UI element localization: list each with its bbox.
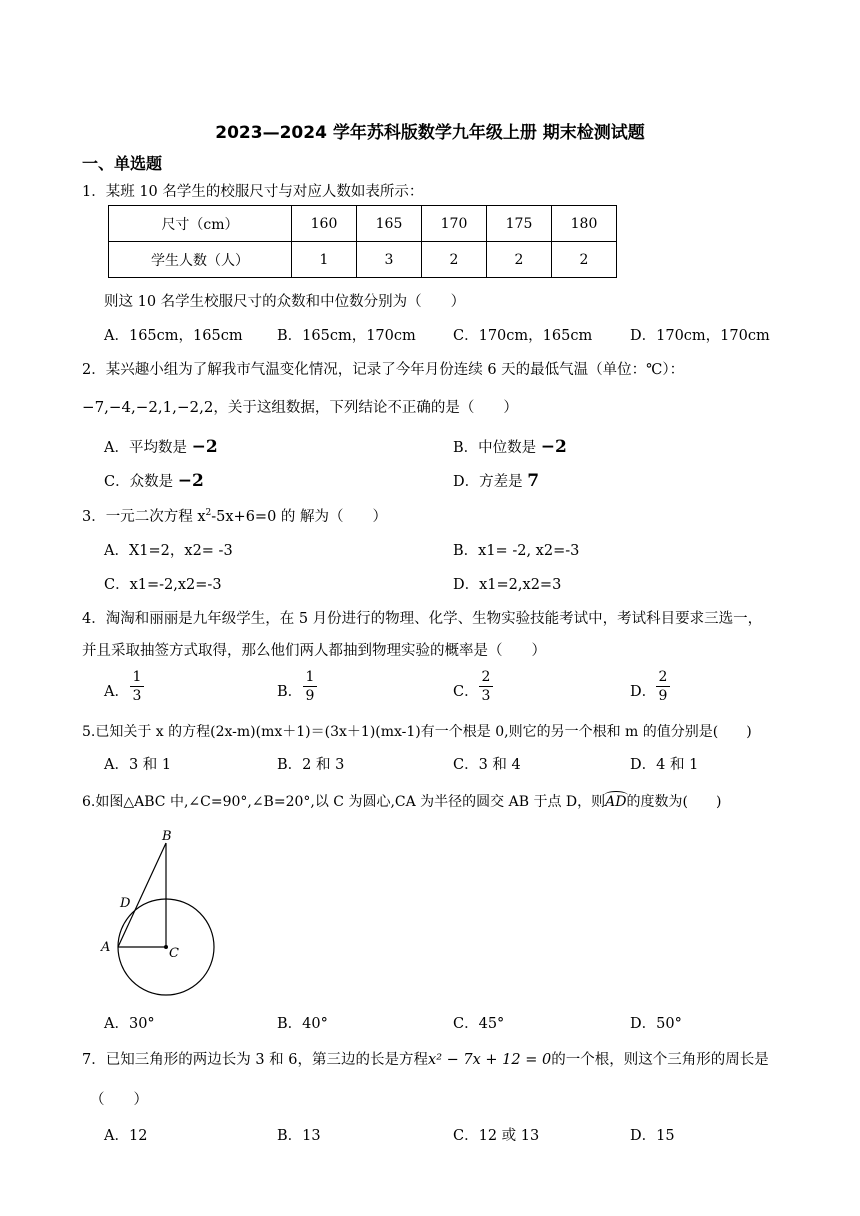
q1-option-d[interactable]: D．170cm，170cm	[630, 328, 770, 344]
q1-option-c[interactable]: C．170cm，165cm	[453, 328, 593, 344]
point-c-label: C	[169, 946, 179, 961]
section-heading: 一、单选题	[82, 154, 163, 173]
q2-option-a[interactable]	[104, 436, 218, 457]
fraction-numerator: 1	[132, 669, 142, 685]
q2-option-d-value: 7	[527, 471, 540, 491]
table-cell: 2	[552, 242, 617, 278]
q4-option-b-fraction	[301, 668, 319, 705]
q2-stem-line2	[82, 396, 518, 417]
table-cell: 3	[357, 242, 422, 278]
q6-stem-pre: 6.如图△ABC 中,∠C=90°,∠B=20°,以 C 为圆心,CA 为半径的圆交 AB 于点 D，则	[82, 794, 606, 810]
q7-equation: x² − 7x + 12 = 0	[428, 1052, 552, 1068]
fraction-numerator: 2	[481, 669, 491, 685]
q5-option-d[interactable]: D．4 和 1	[630, 757, 699, 773]
point-a-label: A	[101, 940, 111, 955]
q2-stem: 2．某兴趣小组为了解我市气温变化情况，记录了今年月份连续 6 天的最低气温（单位：℃）：	[82, 362, 685, 378]
q7-option-b[interactable]: B．13	[277, 1128, 321, 1144]
q4-stem-line1: 4．淘淘和丽丽是九年级学生，在 5 月份进行的物理、化学、生物实验技能考试中，考试科目要求三选一，	[82, 611, 763, 627]
q6-option-d[interactable]: D．50°	[630, 1016, 682, 1032]
q1-stem: 1．某班 10 名学生的校服尺寸与对应人数如表所示：	[82, 184, 424, 200]
table-row	[109, 242, 617, 278]
q5-option-b[interactable]: B．2 和 3	[277, 757, 345, 773]
table-cell: 1	[292, 242, 357, 278]
q7-option-a[interactable]: A．12	[104, 1128, 148, 1144]
q3-stem-post: -5x+6=0 的 解为（ ）	[211, 509, 388, 525]
q3-stem	[82, 505, 387, 526]
q2-option-b[interactable]	[453, 436, 567, 457]
q6-stem	[82, 791, 721, 811]
q2-data: −7,−4,−2,1,−2,2	[82, 398, 214, 416]
q2-option-d[interactable]	[453, 470, 539, 491]
q4-stem-line2: 并且采取抽签方式取得，那么他们两人都抽到物理实验的概率是（ ）	[82, 643, 546, 659]
q3-option-a[interactable]: A．X1=2，x2= -3	[104, 543, 233, 559]
q5-stem: 5.已知关于 x 的方程(2x-m)(mx＋1)＝(3x＋1)(mx-1)有一个根是 0,则它的另一个根和 m 的值分别是( )	[82, 724, 752, 740]
q6-option-b[interactable]: B．40°	[277, 1016, 328, 1032]
table-cell: 尺寸（cm）	[109, 206, 292, 242]
q4-option-d-fraction	[654, 668, 672, 705]
q1-option-b[interactable]: B．165cm，170cm	[277, 328, 416, 344]
table-row	[109, 206, 617, 242]
q3-stem-pre: 3．一元二次方程 x	[82, 509, 206, 525]
q1-option-a[interactable]: A．165cm，165cm	[104, 328, 243, 344]
table-cell: 160	[292, 206, 357, 242]
q5-option-c[interactable]: C．3 和 4	[453, 757, 521, 773]
q6-option-a[interactable]: A．30°	[104, 1016, 155, 1032]
q4-option-a-label: A．	[104, 684, 129, 700]
q2-option-b-label: B．中位数是	[453, 440, 537, 456]
q3-option-d[interactable]: D．x1=2,x2=3	[453, 577, 562, 593]
q4-option-a-fraction	[128, 668, 146, 705]
q2-option-c-value: −2	[177, 471, 204, 491]
q7-option-c[interactable]: C．12 或 13	[453, 1128, 540, 1144]
q6-triangle-circle-figure	[96, 826, 226, 1002]
q6-arc-ad: AD	[605, 794, 627, 810]
q4-option-c-fraction	[477, 668, 495, 705]
page-title: 2023—2024 学年苏科版数学九年级上册 期末检测试题	[215, 123, 645, 143]
q2-option-c-label: C．众数是	[104, 474, 174, 490]
q1-size-table	[108, 205, 617, 278]
q4-option-d-label: D．	[630, 684, 657, 700]
q3-option-b[interactable]: B．x1= -2, x2=-3	[453, 543, 580, 559]
q7-stem-pre: 7．已知三角形的两边长为 3 和 6，第三边的长是方程	[82, 1052, 429, 1068]
fraction-numerator: 2	[658, 669, 668, 685]
point-d-label: D	[120, 896, 131, 911]
point-b-label: B	[162, 829, 172, 844]
center-point	[164, 945, 168, 949]
q2-option-d-label: D．方差是	[453, 474, 523, 490]
table-cell: 2	[422, 242, 487, 278]
fraction-denominator: 9	[305, 688, 315, 704]
q2-option-a-value: −2	[191, 437, 218, 457]
q1-followup: 则这 10 名学生校服尺寸的众数和中位数分别为（ ）	[104, 294, 466, 310]
q7-option-d[interactable]: D．15	[630, 1128, 675, 1144]
q3-option-c[interactable]: C．x1=-2,x2=-3	[104, 577, 222, 593]
fraction-denominator: 9	[658, 688, 668, 704]
table-cell: 175	[487, 206, 552, 242]
table-cell: 170	[422, 206, 487, 242]
q6-option-c[interactable]: C．45°	[453, 1016, 505, 1032]
q3-superscript: 2	[205, 508, 212, 519]
q2-stem-tail: ，关于这组数据，下列结论不正确的是（ ）	[213, 400, 518, 416]
q4-option-b-label: B．	[277, 684, 303, 700]
q2-option-a-label: A．平均数是	[104, 440, 187, 456]
table-cell: 180	[552, 206, 617, 242]
q7-stem-post: 的一个根，则这个三角形的周长是	[551, 1052, 769, 1068]
q2-option-c[interactable]	[104, 470, 204, 491]
q7-stem-line2: （ ）	[90, 1092, 148, 1108]
table-cell: 2	[487, 242, 552, 278]
table-cell: 165	[357, 206, 422, 242]
q7-stem	[82, 1048, 769, 1069]
q4-option-c-label: C．	[453, 684, 479, 700]
segment-ab	[118, 843, 166, 947]
q5-option-a[interactable]: A．3 和 1	[104, 757, 172, 773]
fraction-denominator: 3	[481, 688, 491, 704]
table-cell: 学生人数（人）	[109, 242, 292, 278]
fraction-numerator: 1	[305, 669, 315, 685]
q6-stem-post: 的度数为( )	[626, 794, 722, 810]
q2-option-b-value: −2	[540, 437, 567, 457]
fraction-denominator: 3	[132, 688, 142, 704]
